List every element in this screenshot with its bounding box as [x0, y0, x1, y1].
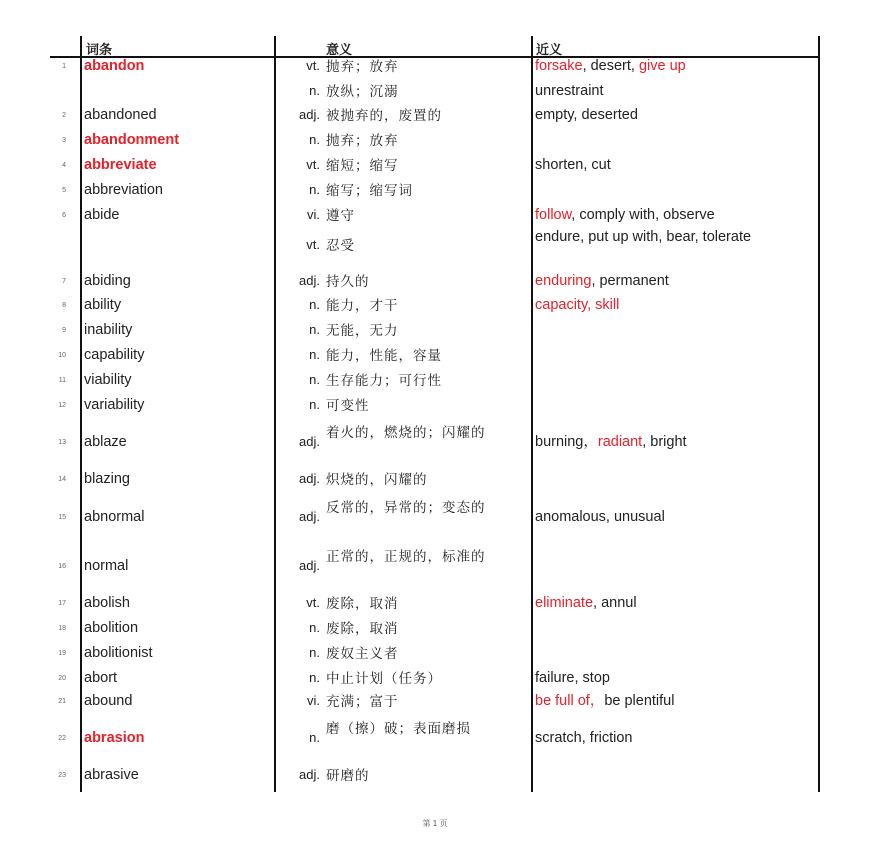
part-of-speech: n. — [309, 397, 320, 412]
row-number: 16 — [58, 563, 66, 570]
synonym-text — [535, 57, 780, 76]
row-number: 6 — [62, 212, 66, 219]
part-of-speech: adj. — [299, 767, 320, 782]
row-number: 3 — [62, 137, 66, 144]
row-number: 11 — [58, 377, 66, 384]
part-of-speech: n. — [309, 730, 320, 745]
synonym-part: endure, put up with, bear, tolerate — [535, 229, 752, 245]
entry-word: abandonment — [84, 132, 180, 148]
synonym-text — [535, 433, 780, 452]
synonym-highlight: capacity, skill — [535, 297, 620, 313]
part-of-speech: vt. — [306, 237, 320, 252]
synonym-part: scratch, friction — [535, 730, 633, 746]
entry-word: variability — [84, 397, 145, 413]
synonym-part: , bright — [642, 434, 687, 450]
synonym-part: unrestraint — [535, 83, 604, 99]
meaning-text: 研磨的 — [326, 768, 370, 783]
part-of-speech: vi. — [307, 207, 320, 222]
meaning-text: 磨（擦）破；表面磨损 — [326, 721, 471, 736]
part-of-speech: adj. — [299, 273, 320, 288]
part-of-speech: adj. — [299, 107, 320, 122]
synonym-part: failure, stop — [535, 670, 610, 686]
row-number: 17 — [58, 600, 66, 607]
part-of-speech: n. — [309, 297, 320, 312]
row-number: 19 — [58, 650, 66, 657]
entry-word: abolish — [84, 595, 130, 611]
synonym-text — [535, 594, 780, 613]
entry-word: abandoned — [84, 107, 157, 123]
meaning-text: 废奴主义者 — [326, 646, 399, 661]
part-of-speech: n. — [309, 620, 320, 635]
row-number: 21 — [58, 698, 66, 705]
row-number: 15 — [58, 514, 66, 521]
entry-word: abbreviate — [84, 157, 157, 173]
synonym-part: , comply with, observe — [571, 207, 715, 223]
synonym-text — [535, 508, 780, 527]
part-of-speech: n. — [309, 132, 320, 147]
entry-word: blazing — [84, 471, 130, 487]
header-synonym: 近义 — [536, 42, 563, 57]
entry-word: ability — [84, 297, 122, 313]
synonym-text — [535, 228, 780, 247]
entry-word: normal — [84, 558, 129, 574]
part-of-speech: adj. — [299, 471, 320, 486]
column-divider — [818, 36, 820, 792]
row-number: 2 — [62, 112, 66, 119]
entry-word: abrasive — [84, 767, 139, 783]
row-number: 14 — [58, 476, 66, 483]
entry-word: abolition — [84, 620, 139, 636]
meaning-text: 能力，性能，容量 — [326, 348, 442, 363]
synonym-highlight: forsake — [535, 58, 583, 74]
meaning-text: 着火的，燃烧的；闪耀的 — [326, 425, 486, 440]
meaning-text: 中止计划（任务） — [326, 671, 442, 686]
row-number: 18 — [58, 625, 66, 632]
row-number: 8 — [62, 302, 66, 309]
synonym-part: burning， — [535, 434, 598, 450]
meaning-text: 持久的 — [326, 274, 370, 289]
synonym-part: , permanent — [591, 273, 669, 289]
part-of-speech: n. — [309, 645, 320, 660]
synonym-highlight: radiant — [597, 434, 643, 450]
synonym-text — [535, 82, 780, 101]
part-of-speech: vi. — [307, 693, 320, 708]
synonym-text — [535, 692, 780, 711]
meaning-text: 炽烧的，闪耀的 — [326, 472, 428, 487]
synonym-highlight: enduring — [535, 273, 592, 289]
synonym-part: , annul — [593, 595, 637, 611]
synonym-highlight: be full of， — [535, 693, 605, 709]
row-number: 4 — [62, 162, 66, 169]
synonym-highlight: eliminate — [535, 595, 594, 611]
meaning-text: 正常的，正规的，标准的 — [326, 549, 486, 564]
row-number: 9 — [62, 327, 66, 334]
row-number: 20 — [58, 675, 66, 682]
synonym-highlight: give up — [638, 58, 686, 74]
meaning-text: 能力，才干 — [326, 298, 399, 313]
synonym-text — [535, 669, 780, 688]
meaning-text: 可变性 — [326, 398, 370, 413]
part-of-speech: n. — [309, 347, 320, 362]
meaning-text: 缩写；缩写词 — [326, 183, 413, 198]
row-number: 22 — [58, 735, 66, 742]
meaning-text: 生存能力；可行性 — [326, 373, 442, 388]
meaning-text: 抛弃；放弃 — [326, 133, 399, 148]
synonym-text — [535, 272, 780, 291]
part-of-speech: adj. — [299, 558, 320, 573]
meaning-text: 抛弃；放弃 — [326, 59, 399, 74]
entry-word: abnormal — [84, 509, 145, 525]
column-divider — [80, 36, 82, 792]
meaning-text: 放纵；沉溺 — [326, 84, 399, 99]
part-of-speech: adj. — [299, 509, 320, 524]
part-of-speech: vt. — [306, 58, 320, 73]
part-of-speech: vt. — [306, 157, 320, 172]
synonym-part: anomalous, unusual — [535, 509, 665, 525]
meaning-text: 废除，取消 — [326, 596, 399, 611]
entry-word: abide — [84, 207, 120, 223]
entry-word: capability — [84, 347, 145, 363]
synonym-text — [535, 106, 780, 125]
synonym-part: be plentiful — [604, 693, 675, 709]
header-meaning: 意义 — [326, 42, 353, 57]
entry-word: abiding — [84, 273, 131, 289]
column-divider — [531, 36, 533, 792]
meaning-text: 遵守 — [326, 208, 355, 223]
entry-word: ablaze — [84, 434, 127, 450]
entry-word: viability — [84, 372, 132, 388]
entry-word: abound — [84, 693, 133, 709]
part-of-speech: n. — [309, 83, 320, 98]
page-footer: 第 1 页 — [422, 819, 448, 828]
row-number: 13 — [58, 439, 66, 446]
meaning-text: 忍受 — [326, 238, 355, 253]
header-word: 词条 — [86, 42, 113, 57]
entry-word: abort — [84, 670, 118, 686]
part-of-speech: n. — [309, 670, 320, 685]
part-of-speech: n. — [309, 322, 320, 337]
meaning-text: 反常的，异常的；变态的 — [326, 500, 486, 515]
row-number: 7 — [62, 278, 66, 285]
part-of-speech: vt. — [306, 595, 320, 610]
row-number: 10 — [58, 352, 66, 359]
row-number: 5 — [62, 187, 66, 194]
meaning-text: 废除，取消 — [326, 621, 399, 636]
entry-word: abandon — [84, 58, 145, 74]
entry-word: abolitionist — [84, 645, 153, 661]
meaning-text: 被抛弃的，废置的 — [326, 108, 442, 123]
synonym-text — [535, 296, 780, 315]
meaning-text: 无能，无力 — [326, 323, 399, 338]
synonym-text — [535, 156, 780, 175]
synonym-text — [535, 206, 780, 225]
part-of-speech: n. — [309, 182, 320, 197]
synonym-highlight: follow — [535, 207, 572, 223]
part-of-speech: n. — [309, 372, 320, 387]
meaning-text: 缩短；缩写 — [326, 158, 399, 173]
part-of-speech: adj. — [299, 434, 320, 449]
synonym-part: , desert, — [582, 58, 639, 74]
synonym-part: empty, deserted — [535, 107, 638, 123]
row-number: 1 — [62, 63, 66, 70]
row-number: 12 — [58, 402, 66, 409]
entry-word: abbreviation — [84, 182, 163, 198]
synonym-text — [535, 729, 780, 748]
row-number: 23 — [58, 772, 66, 779]
entry-word: inability — [84, 322, 133, 338]
entry-word: abrasion — [84, 730, 145, 746]
synonym-part: shorten, cut — [535, 157, 611, 173]
meaning-text: 充满；富于 — [326, 694, 399, 709]
